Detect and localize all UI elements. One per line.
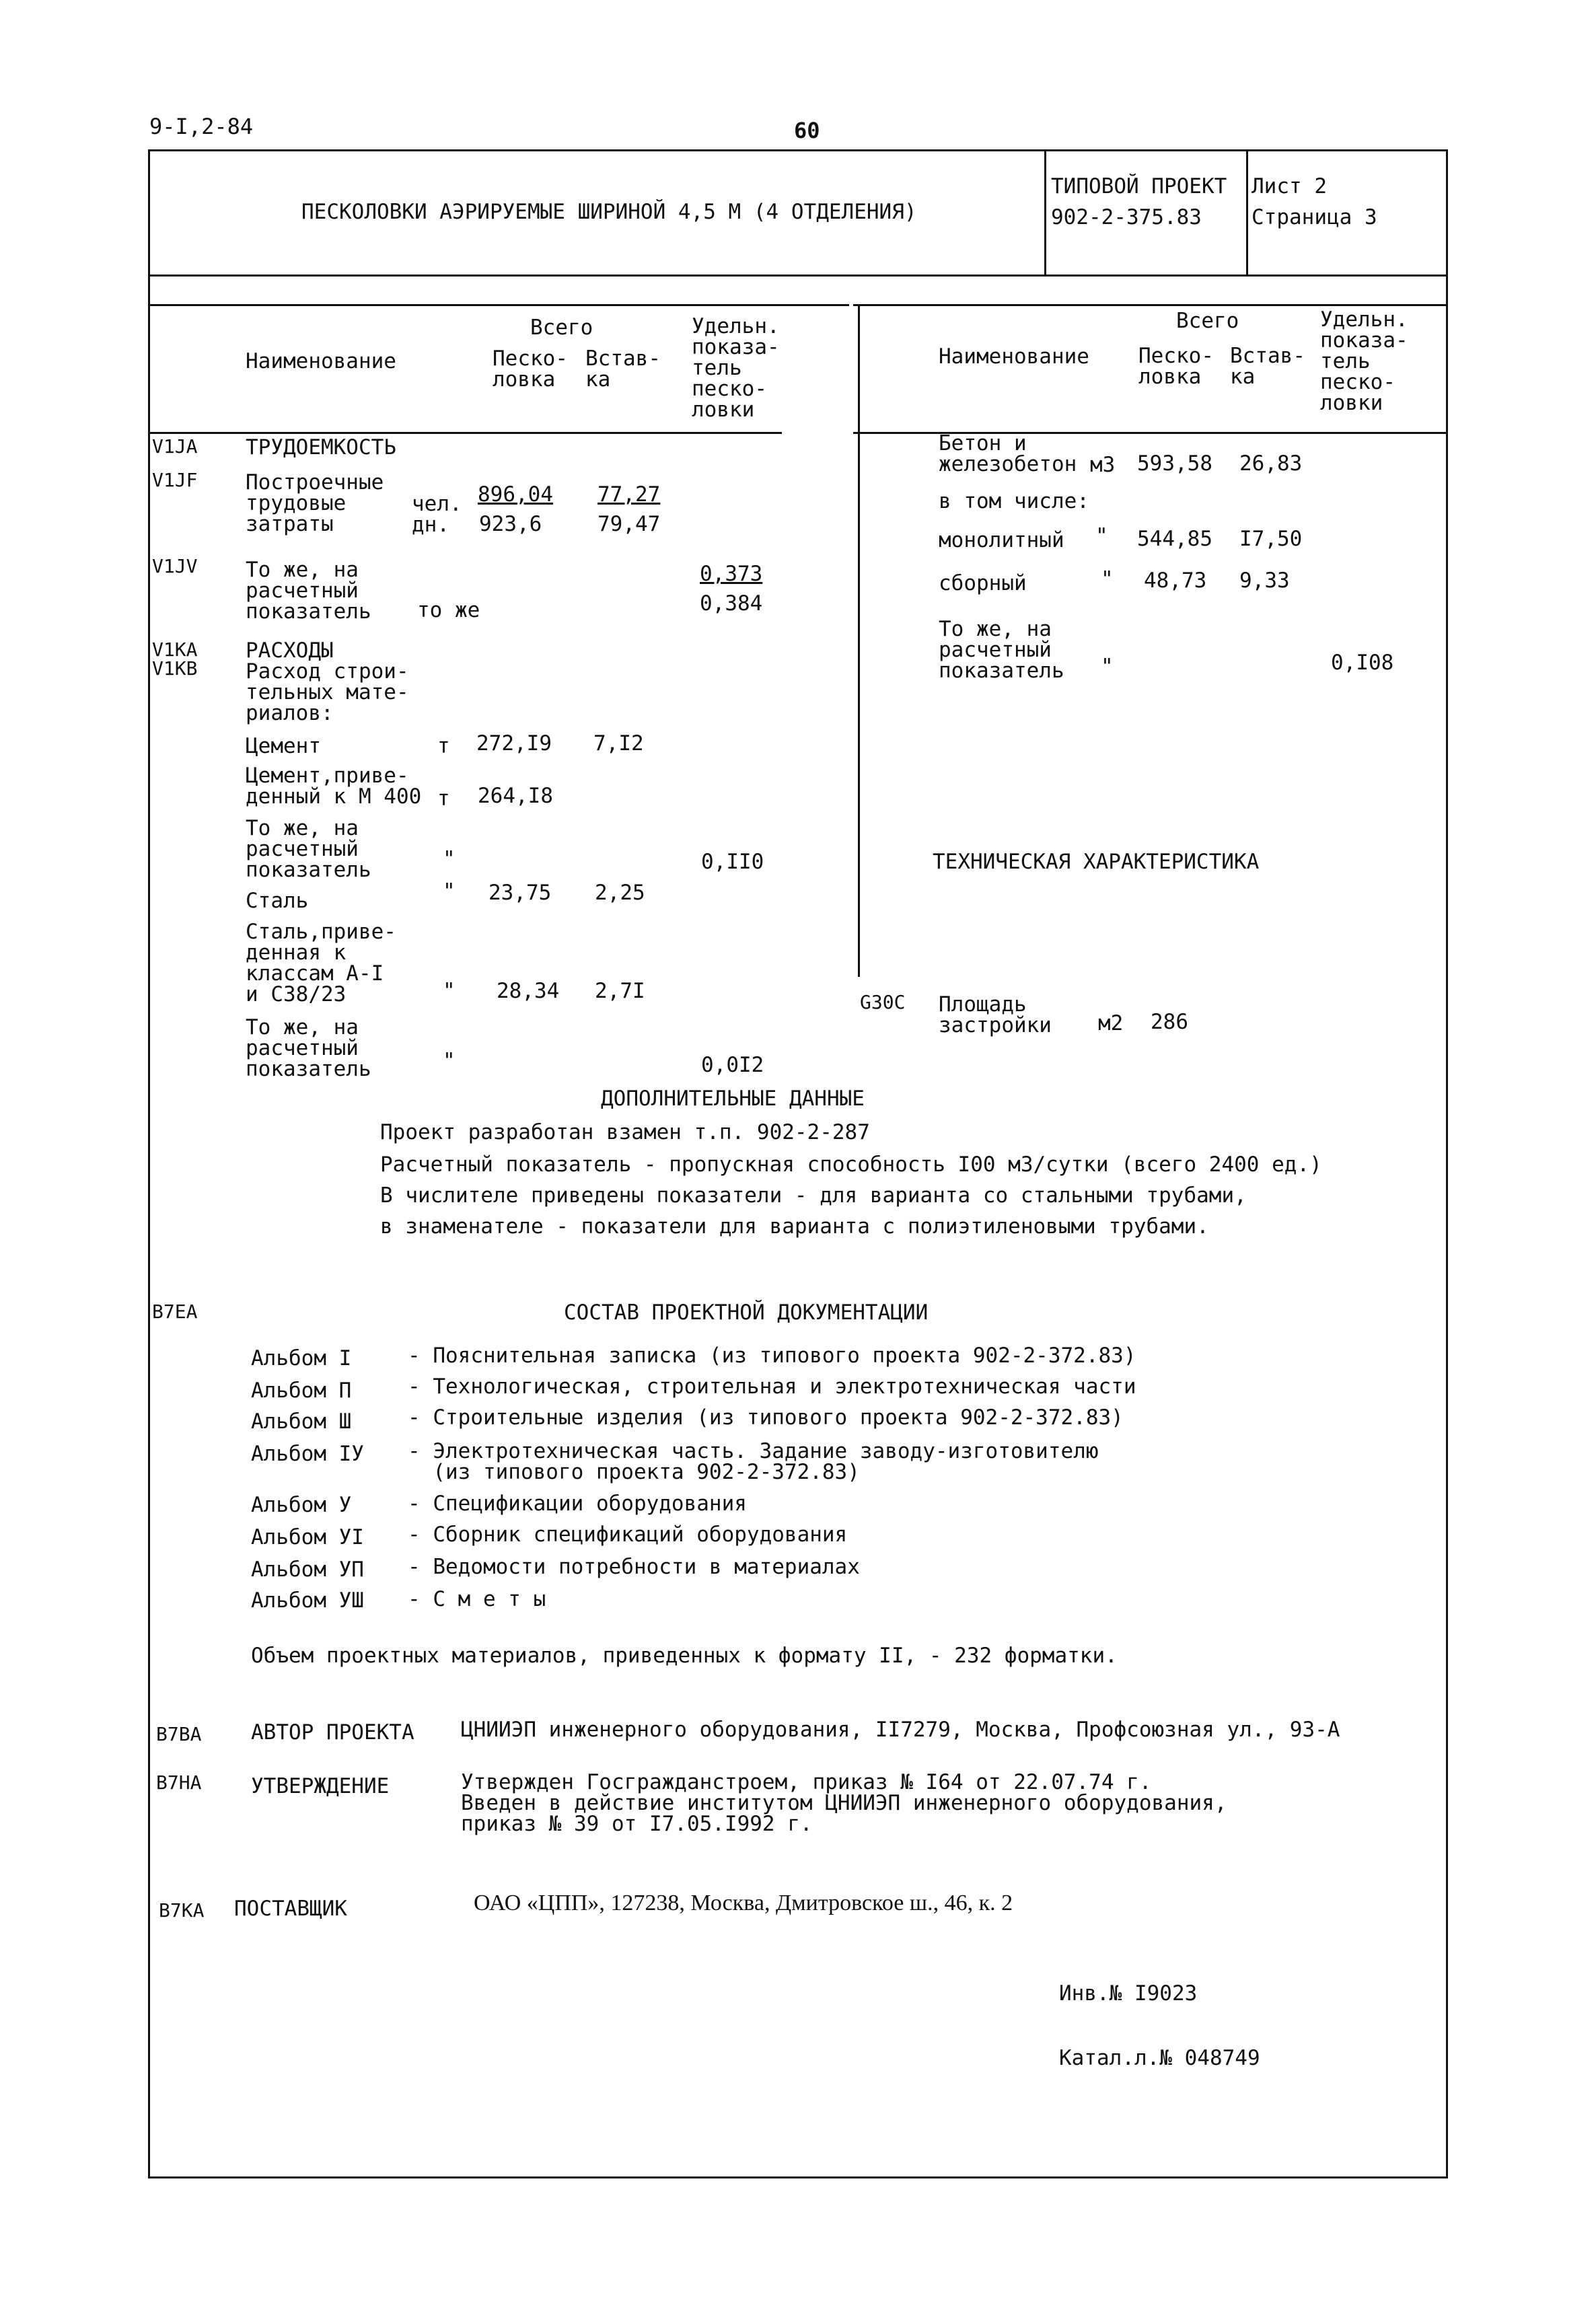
supplier-text: ОАО «ЦПП», 127238, Москва, Дмитровское ш., 46, к. 2: [474, 1891, 1013, 1915]
cement-unit: т: [437, 734, 450, 758]
steel-per-indicator-name: То же, на расчетный показатель: [246, 1015, 371, 1081]
cement-m400-sand-trap: 264,I8: [478, 784, 553, 808]
album-label: Альбом П: [251, 1379, 352, 1403]
concrete-name: Бетон и железобетон: [939, 431, 1077, 476]
labor-per-indicator-name: То же, на расчетный показатель: [246, 558, 371, 624]
monolithic-sand-trap: 544,85: [1137, 527, 1212, 551]
additional-line: в знаменателе - показатели для варианта с полиэтиленовыми трубами.: [380, 1214, 1209, 1239]
album-label: Альбом I: [251, 1346, 352, 1370]
expenses-heading: РАСХОДЫ Расход строи- тельных мате- риалов:: [246, 638, 409, 725]
row-code: B7BA: [156, 1723, 202, 1745]
row-code: V1JA: [152, 435, 198, 457]
labor-costs-name: Построечные трудовые затраты: [246, 470, 384, 536]
additional-line: Проект разработан взамен т.п. 902-2-287: [380, 1120, 870, 1144]
album-description: - Сборник спецификаций оборудования: [408, 1523, 848, 1547]
author-text: ЦНИИЭП инженерного оборудования, II7279, Москва, Профсоюзная ул., 93-А: [461, 1718, 1340, 1742]
labor-costs-insert-pe: 79,47: [597, 512, 661, 536]
precast-name: сборный: [939, 571, 1027, 595]
page-in-sheet: Страница 3: [1252, 205, 1377, 229]
left-header-name: Наименование: [246, 349, 396, 373]
steel-unit: ": [443, 879, 456, 904]
labor-costs-sand-trap-pe: 923,6: [479, 512, 542, 536]
steel-classes-unit: ": [443, 979, 456, 1003]
document-code: 9-I,2-84: [149, 114, 254, 139]
album-label: Альбом Ш: [251, 1409, 352, 1434]
steel-name: Сталь: [246, 889, 309, 913]
steel-insert: 2,25: [595, 881, 645, 905]
concrete-per-indicator-unit: ": [1101, 655, 1114, 679]
album-label: Альбом УI: [251, 1525, 364, 1549]
concrete-unit: м3: [1090, 453, 1116, 477]
steel-classes-name: Сталь,приве- денная к классам А-I и С38/23: [246, 920, 396, 1006]
row-code: V1JF: [152, 469, 198, 491]
labor-costs-unit: чел. дн.: [412, 492, 462, 537]
left-header-sand-trap: Песко- ловка: [493, 346, 568, 392]
supplier-label: ПОСТАВЩИК: [234, 1897, 347, 1921]
concrete-per-indicator-value: 0,I08: [1331, 651, 1394, 675]
cement-insert: 7,I2: [593, 731, 644, 756]
album-label: Альбом У: [251, 1493, 352, 1517]
cement-m400-name: Цемент,приве- денный к М 400: [246, 764, 422, 809]
approval-label: УТВЕРЖДЕНИЕ: [251, 1774, 390, 1798]
built-area-name: Площадь застройки: [939, 992, 1052, 1037]
steel-classes-sand-trap: 28,34: [497, 979, 560, 1003]
left-header-insert: Встав- ка: [585, 346, 661, 392]
row-code: B7EA: [152, 1300, 198, 1323]
album-description: - Ведомости потребности в материалах: [408, 1555, 860, 1579]
right-header-specific: Удельн. показа- тель песко- ловки: [1320, 307, 1408, 415]
catalog-number: Катал.л.№ 048749: [1059, 2046, 1260, 2070]
row-code: B7KA: [159, 1899, 205, 1921]
steel-classes-insert: 2,7I: [595, 979, 645, 1003]
row-code: B7HA: [156, 1771, 202, 1794]
album-description: - Пояснительная записка (из типового проекта 902-2-372.83): [408, 1344, 1136, 1368]
labor-per-indicator-pe: 0,384: [700, 591, 763, 616]
precast-sand-trap: 48,73: [1144, 569, 1207, 593]
row-code: G30C: [860, 991, 906, 1013]
concrete-per-indicator-name: То же, на расчетный показатель: [939, 617, 1064, 683]
additional-line: В числителе приведены показатели - для варианта со стальными трубами,: [380, 1183, 1247, 1208]
steel-per-indicator-value: 0,0I2: [701, 1053, 764, 1077]
built-area-value: 286: [1151, 1010, 1188, 1034]
album-description: - Спецификации оборудования: [408, 1492, 747, 1516]
cement-per-indicator-unit: ": [443, 847, 456, 871]
concrete-sand-trap: 593,58: [1137, 451, 1212, 476]
steel-sand-trap: 23,75: [488, 881, 552, 905]
project-label: ТИПОВОЙ ПРОЕКТ: [1051, 174, 1227, 198]
album-label: Альбом УП: [251, 1557, 364, 1582]
monolithic-name: монолитный: [939, 528, 1064, 552]
right-table-top-line: [853, 304, 1448, 306]
album-description: - Технологическая, строительная и электротехническая части: [408, 1375, 1136, 1399]
inventory-number: Инв.№ I9023: [1059, 1981, 1198, 2006]
labor-costs-sand-trap-steel: 896,04: [478, 482, 553, 507]
album-label: Альбом IУ: [251, 1442, 364, 1466]
project-number: 902-2-375.83: [1051, 205, 1202, 229]
including-label: в том числе:: [939, 489, 1089, 513]
concrete-insert: 26,83: [1239, 451, 1303, 476]
title-block-divider-2: [1246, 149, 1248, 276]
additional-line: Расчетный показатель - пропускная способность I00 м3/сутки (всего 2400 ед.): [380, 1152, 1322, 1177]
right-header-sand-trap: Песко- ловка: [1138, 344, 1214, 389]
monolithic-unit: ": [1095, 524, 1108, 548]
right-header-total: Всего: [1176, 309, 1239, 333]
labor-costs-insert-steel: 77,27: [597, 482, 661, 507]
left-header-total: Всего: [530, 316, 593, 340]
left-header-specific: Удельн. показа- тель песко- ловки: [692, 314, 780, 422]
album-description: - Строительные изделия (из типового проекта 902-2-372.83): [408, 1405, 1124, 1430]
labor-intensity-heading: ТРУДОЕМКОСТЬ: [246, 435, 396, 460]
row-code: V1JV: [152, 555, 198, 577]
composition-title: СОСТАВ ПРОЕКТНОЙ ДОКУМЕНТАЦИИ: [564, 1300, 929, 1325]
title-block-divider-1: [1044, 149, 1046, 276]
author-label: АВТОР ПРОЕКТА: [251, 1720, 414, 1745]
album-description: - Электротехническая часть. Задание заводу-изготовителю (из типового проекта 902-2-372.83): [408, 1439, 1099, 1484]
right-header-insert: Встав- ка: [1230, 344, 1305, 389]
document-title: ПЕСКОЛОВКИ АЭРИРУЕМЫЕ ШИРИНОЙ 4,5 М (4 ОТДЕЛЕНИЯ): [301, 200, 917, 224]
technical-characteristics-title: ТЕХНИЧЕСКАЯ ХАРАКТЕРИСТИКА: [933, 850, 1260, 874]
volume-statement: Объем проектных материалов, приведенных к формату II, - 232 форматки.: [251, 1644, 1118, 1668]
labor-per-indicator-steel: 0,373: [700, 562, 763, 586]
page-number: 60: [794, 118, 820, 143]
monolithic-insert: I7,50: [1239, 527, 1303, 551]
labor-per-indicator-unit: то же: [417, 598, 480, 622]
steel-per-indicator-unit: ": [443, 1049, 456, 1073]
left-table-top-line: [149, 304, 849, 306]
right-table-left-line: [858, 304, 860, 977]
cement-m400-unit: т: [437, 786, 450, 811]
right-header-name: Наименование: [939, 344, 1089, 369]
left-table-header-line: [149, 432, 782, 434]
album-description: - С м е т ы: [408, 1587, 546, 1611]
cement-per-indicator-value: 0,II0: [701, 850, 764, 874]
title-block-bottom-line: [148, 274, 1448, 277]
built-area-unit: м2: [1098, 1011, 1124, 1035]
cement-per-indicator-name: То же, на расчетный показатель: [246, 816, 371, 882]
approval-text: Утвержден Госгражданстроем, приказ № I64 от 22.07.74 г. Введен в действие институтом ЦНИИЭП инженерного оборудования, приказ № 39 от I7.05.I992 г.: [461, 1770, 1227, 1836]
precast-insert: 9,33: [1239, 569, 1290, 593]
cement-name: Цемент: [246, 734, 321, 758]
precast-unit: ": [1101, 567, 1114, 591]
cement-sand-trap: 272,I9: [476, 731, 552, 756]
additional-data-title: ДОПОЛНИТЕЛЬНЫЕ ДАННЫЕ: [601, 1087, 865, 1111]
row-code: V1KA V1KB: [152, 638, 198, 680]
album-label: Альбом УШ: [251, 1588, 364, 1613]
sheet-number: Лист 2: [1252, 174, 1327, 198]
